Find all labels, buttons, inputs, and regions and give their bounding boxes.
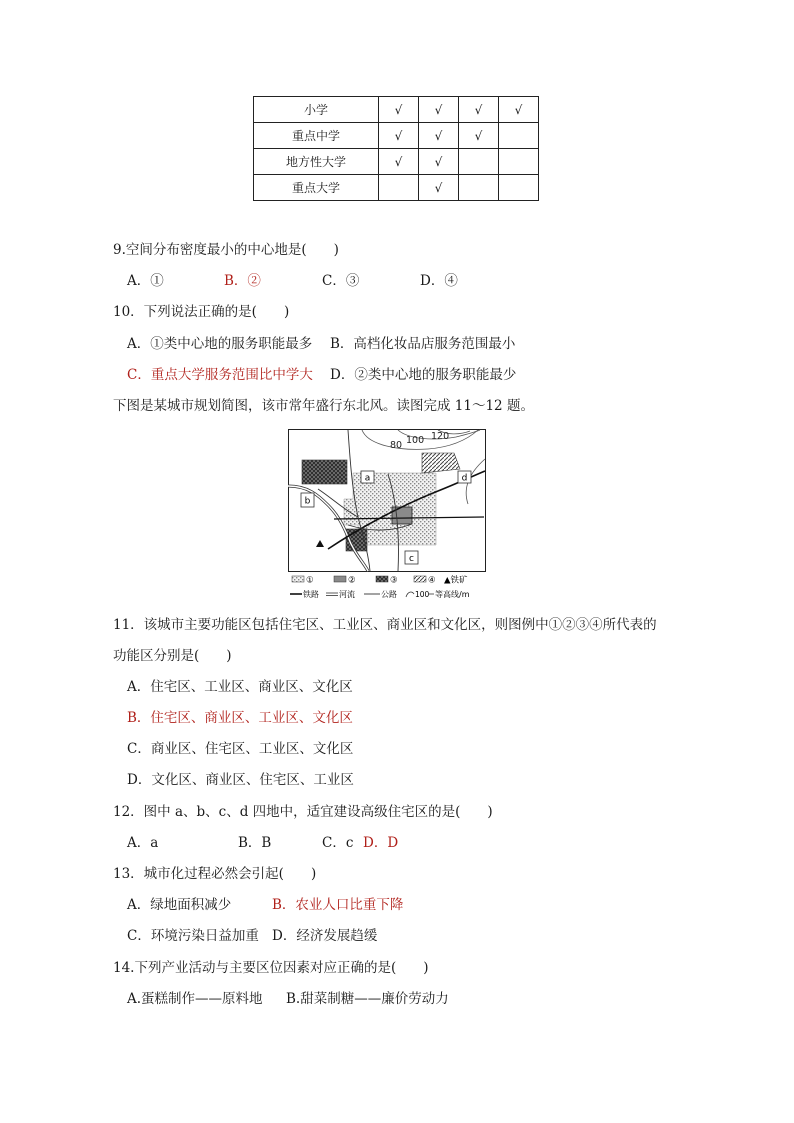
q9-option-b: B．② bbox=[224, 273, 261, 289]
check-cell bbox=[459, 149, 499, 175]
check-cell: √ bbox=[379, 149, 419, 175]
check-cell bbox=[459, 175, 499, 201]
q13-stem: 13．城市化过程必然会引起( ) bbox=[113, 866, 317, 882]
check-cell: √ bbox=[419, 97, 459, 123]
service-table bbox=[253, 96, 539, 201]
check-cell: √ bbox=[419, 123, 459, 149]
q11-stem-line1: 11．该城市主要功能区包括住宅区、工业区、商业区和文化区，则图例中①②③④所代表的 bbox=[113, 617, 657, 633]
check-cell bbox=[499, 149, 539, 175]
legend-railway: 铁路 bbox=[303, 590, 319, 599]
check-cell: √ bbox=[379, 123, 419, 149]
q9-option-a: A．① bbox=[127, 273, 164, 289]
check-cell bbox=[379, 175, 419, 201]
q11-stem-line2: 功能区分别是( ) bbox=[113, 648, 232, 664]
q10-option-a: A．①类中心地的服务职能最多 bbox=[127, 336, 313, 352]
check-cell bbox=[499, 175, 539, 201]
q10-option-d: D．②类中心地的服务职能最少 bbox=[330, 367, 517, 383]
q14-option-a: A.蛋糕制作——原料地 bbox=[127, 991, 263, 1007]
q12-stem: 12．图中 a、b、c、d 四地中，适宜建设高级住宅区的是( ) bbox=[113, 804, 493, 820]
site-c: c bbox=[409, 554, 414, 564]
site-d: d bbox=[461, 473, 468, 484]
check-cell: √ bbox=[419, 175, 459, 201]
legend-zone-3: ③ bbox=[390, 575, 398, 586]
check-cell bbox=[499, 123, 539, 149]
q9-option-c: C．③ bbox=[322, 273, 360, 289]
legend-zone-4: ④ bbox=[428, 575, 436, 586]
contour-label: 100 bbox=[406, 435, 425, 446]
legend-road: 公路 bbox=[381, 590, 397, 599]
contour-label: 120 bbox=[431, 431, 450, 442]
zone-3-west bbox=[302, 460, 347, 484]
q9-stem: 9.空间分布密度最小的中心地是( ) bbox=[113, 242, 339, 258]
q14-option-b: B.甜菜制糖——廉价劳动力 bbox=[286, 991, 449, 1007]
legend-row-1 bbox=[292, 575, 468, 586]
legend-zone-2: ② bbox=[348, 575, 356, 586]
site-b: b bbox=[304, 496, 311, 507]
check-cell: √ bbox=[459, 97, 499, 123]
check-cell: √ bbox=[459, 123, 499, 149]
q10-stem: 10．下列说法正确的是( ) bbox=[113, 304, 290, 320]
contour-label: 80 bbox=[390, 440, 403, 451]
table-row bbox=[254, 97, 539, 123]
q10-option-c: C．重点大学服务范围比中学大 bbox=[127, 367, 313, 383]
q12-option-c: C．c bbox=[322, 835, 354, 851]
q12-option-d: D．D bbox=[363, 835, 399, 851]
check-cell: √ bbox=[379, 97, 419, 123]
q11-option-c: C．商业区、住宅区、工业区、文化区 bbox=[127, 741, 354, 757]
row-label: 小学 bbox=[254, 97, 379, 123]
legend-row-2 bbox=[290, 589, 470, 599]
table-row bbox=[254, 123, 539, 149]
q12-option-b: B．B bbox=[238, 835, 272, 851]
q12-option-a: A．a bbox=[127, 835, 159, 851]
q11-option-b: B．住宅区、商业区、工业区、文化区 bbox=[127, 710, 353, 726]
q13-option-b: B．农业人口比重下降 bbox=[272, 897, 404, 913]
check-cell: √ bbox=[419, 149, 459, 175]
legend-river: 河流 bbox=[339, 590, 355, 599]
row-label: 重点大学 bbox=[254, 175, 379, 201]
q13-option-a: A．绿地面积减少 bbox=[127, 897, 232, 913]
map-intro: 下图是某城市规划简图，该市常年盛行东北风。读图完成 11～12 题。 bbox=[113, 398, 534, 414]
legend-iron-mine: ▲铁矿 bbox=[444, 575, 468, 586]
check-cell: √ bbox=[499, 97, 539, 123]
legend-contour-value: 100 bbox=[415, 590, 430, 599]
q11-option-d: D．文化区、商业区、住宅区、工业区 bbox=[127, 772, 354, 788]
table-row bbox=[254, 149, 539, 175]
q11-option-a: A．住宅区、工业区、商业区、文化区 bbox=[127, 679, 353, 695]
legend-contour: 等高线/m bbox=[435, 590, 470, 599]
q10-option-b: B．高档化妆品店服务范围最小 bbox=[330, 336, 516, 352]
table-row bbox=[254, 175, 539, 201]
q13-option-d: D．经济发展趋缓 bbox=[272, 928, 378, 944]
q14-stem: 14.下列产业活动与主要区位因素对应正确的是( ) bbox=[113, 960, 429, 976]
q9-option-d: D．④ bbox=[420, 273, 458, 289]
row-label: 重点中学 bbox=[254, 123, 379, 149]
city-planning-map bbox=[288, 429, 488, 600]
site-a: a bbox=[364, 473, 371, 484]
legend-zone-1: ① bbox=[306, 575, 314, 586]
q13-option-c: C．环境污染日益加重 bbox=[127, 928, 259, 944]
row-label: 地方性大学 bbox=[254, 149, 379, 175]
